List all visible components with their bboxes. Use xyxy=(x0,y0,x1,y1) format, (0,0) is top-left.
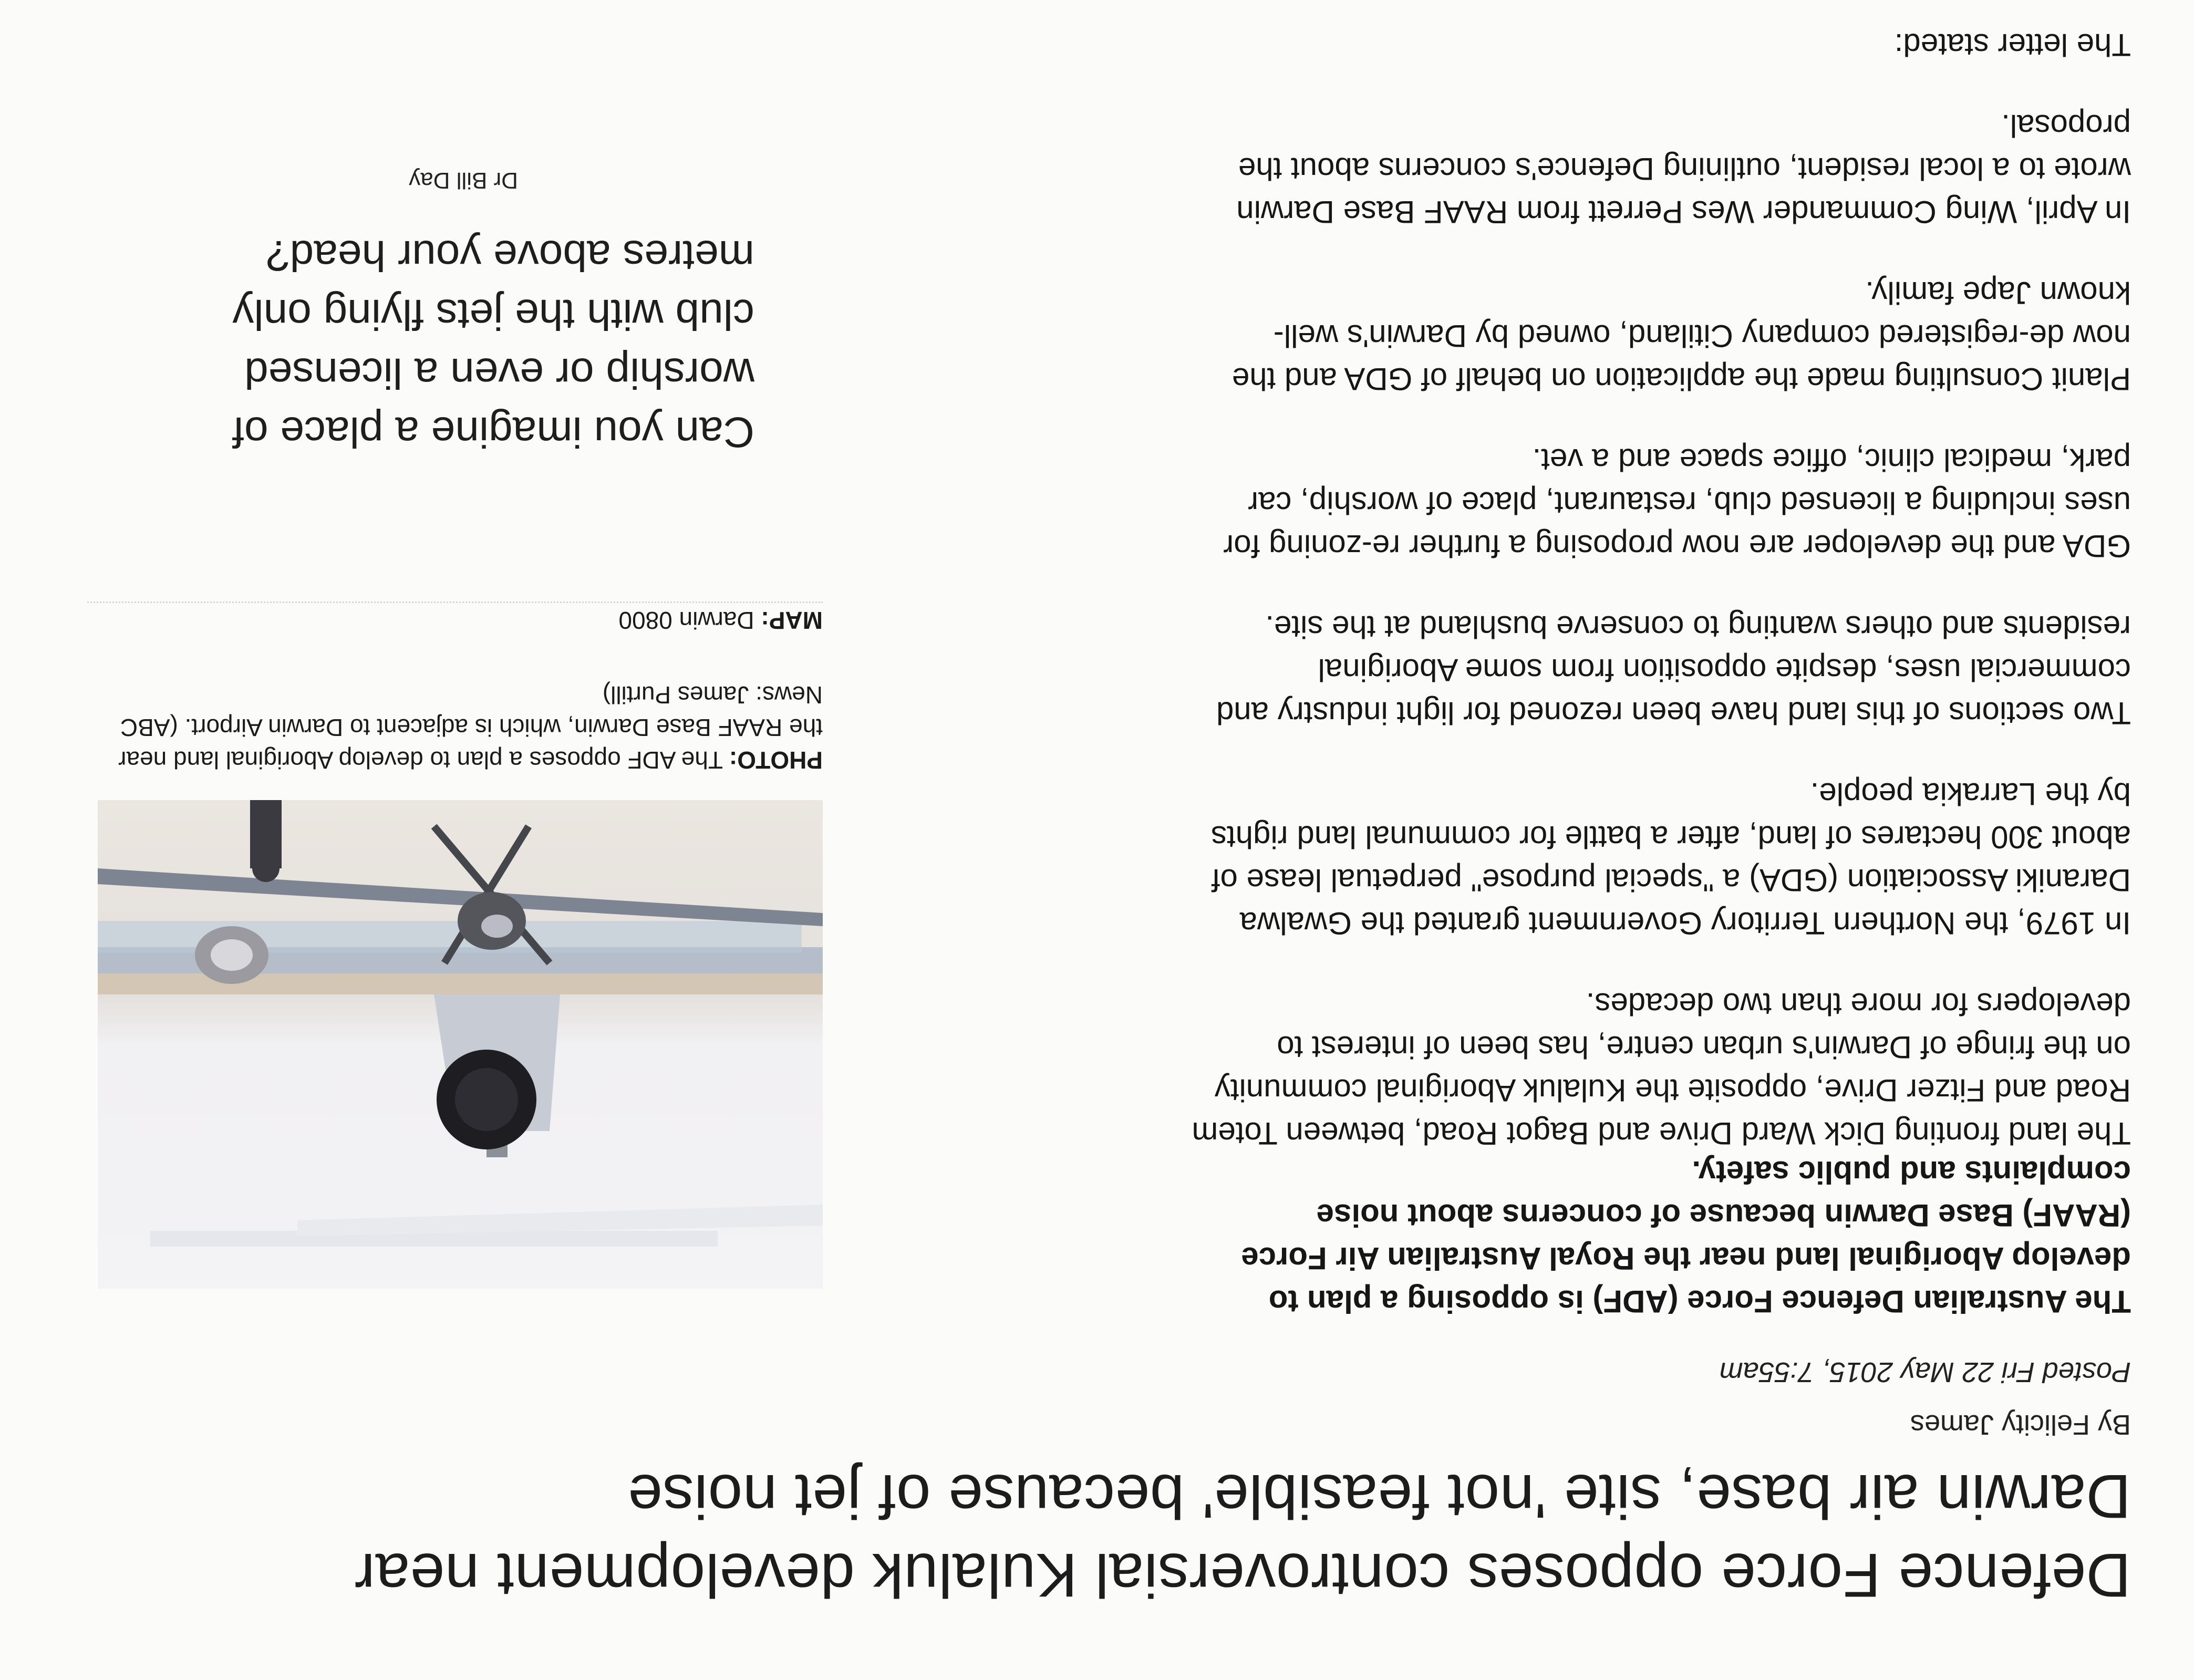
photo-caption-text: The ADF opposes a plan to develop Aboriginal land near the RAAF Base Darwin, which is adjacent to Darwin Airport. (ABC News: James Purtill) xyxy=(118,681,823,774)
body-paragraph-6: In April, Wing Commander Wes Perrett from RAAF Base Darwin wrote to a local resident, outlining Defence's concerns about the proposal. xyxy=(1236,108,2131,230)
body-paragraph-5: Planit Consulting made the application on behalf of GDA and the now de-registered company Citiland, owned by Darwin's well-known Jape family. xyxy=(1231,275,2131,397)
jet-photo xyxy=(98,800,823,1289)
map-line xyxy=(618,606,823,635)
body-paragraph-7: The letter stated: xyxy=(1894,27,2131,63)
fighter-jet-image xyxy=(98,800,823,1289)
body-paragraph-4: GDA and the developer are now proposing a further re-zoning for uses including a licensed club, restaurant, place of worship, car park, medical clinic, office space and a vet. xyxy=(1223,442,2131,564)
body-paragraph-3: Two sections of this land have been rezoned for light industry and commercial uses, despite opposition from some Aboriginal residents and others wanting to conserve bushland at the site. xyxy=(1216,609,2131,731)
pull-quote: Can you imagine a place of worship or even a licensed club with the jets flying only metres above your head? xyxy=(232,232,754,456)
map-label: MAP: xyxy=(761,607,823,634)
lead-paragraph: The Australian Defence Force (ADF) is opposing a plan to develop Aboriginal land near the Royal Australian Air Force (RAAF) Base Darwin because of concerns about noise complaints and public safety. xyxy=(1241,1155,2131,1319)
article-body xyxy=(1185,0,2131,1155)
section-divider xyxy=(87,602,823,603)
body-paragraph-2: In 1979, the Northern Territory Government granted the Gwalwa Daraniki Association (GDA) a "special purpose" perpetual lease of about 300 hectares of land, after a battle for communal land rights by the Larrakia people. xyxy=(1210,776,2131,941)
pull-quote-author: Dr Bill Day xyxy=(409,168,518,193)
photo-caption xyxy=(98,679,823,776)
posted-date: Posted Fri 22 May 2015, 7:55am xyxy=(1719,1356,2131,1388)
map-text: Darwin 0800 xyxy=(618,607,754,634)
body-paragraph-1: The land fronting Dick Ward Drive and Bagot Road, between Totem Road and Fitzer Drive, opposite the Kulaluk Aboriginal community on the fringe of Darwin's urban centre, has been of interest to developers for more than two decades. xyxy=(1192,987,2131,1151)
photo-caption-label: PHOTO: xyxy=(729,746,823,774)
article-headline: Defence Force opposes controversial Kulaluk development near Darwin air base, site 'not feasible' because of jet noise xyxy=(354,1461,2131,1610)
byline: By Felicity James xyxy=(1910,1409,2131,1440)
